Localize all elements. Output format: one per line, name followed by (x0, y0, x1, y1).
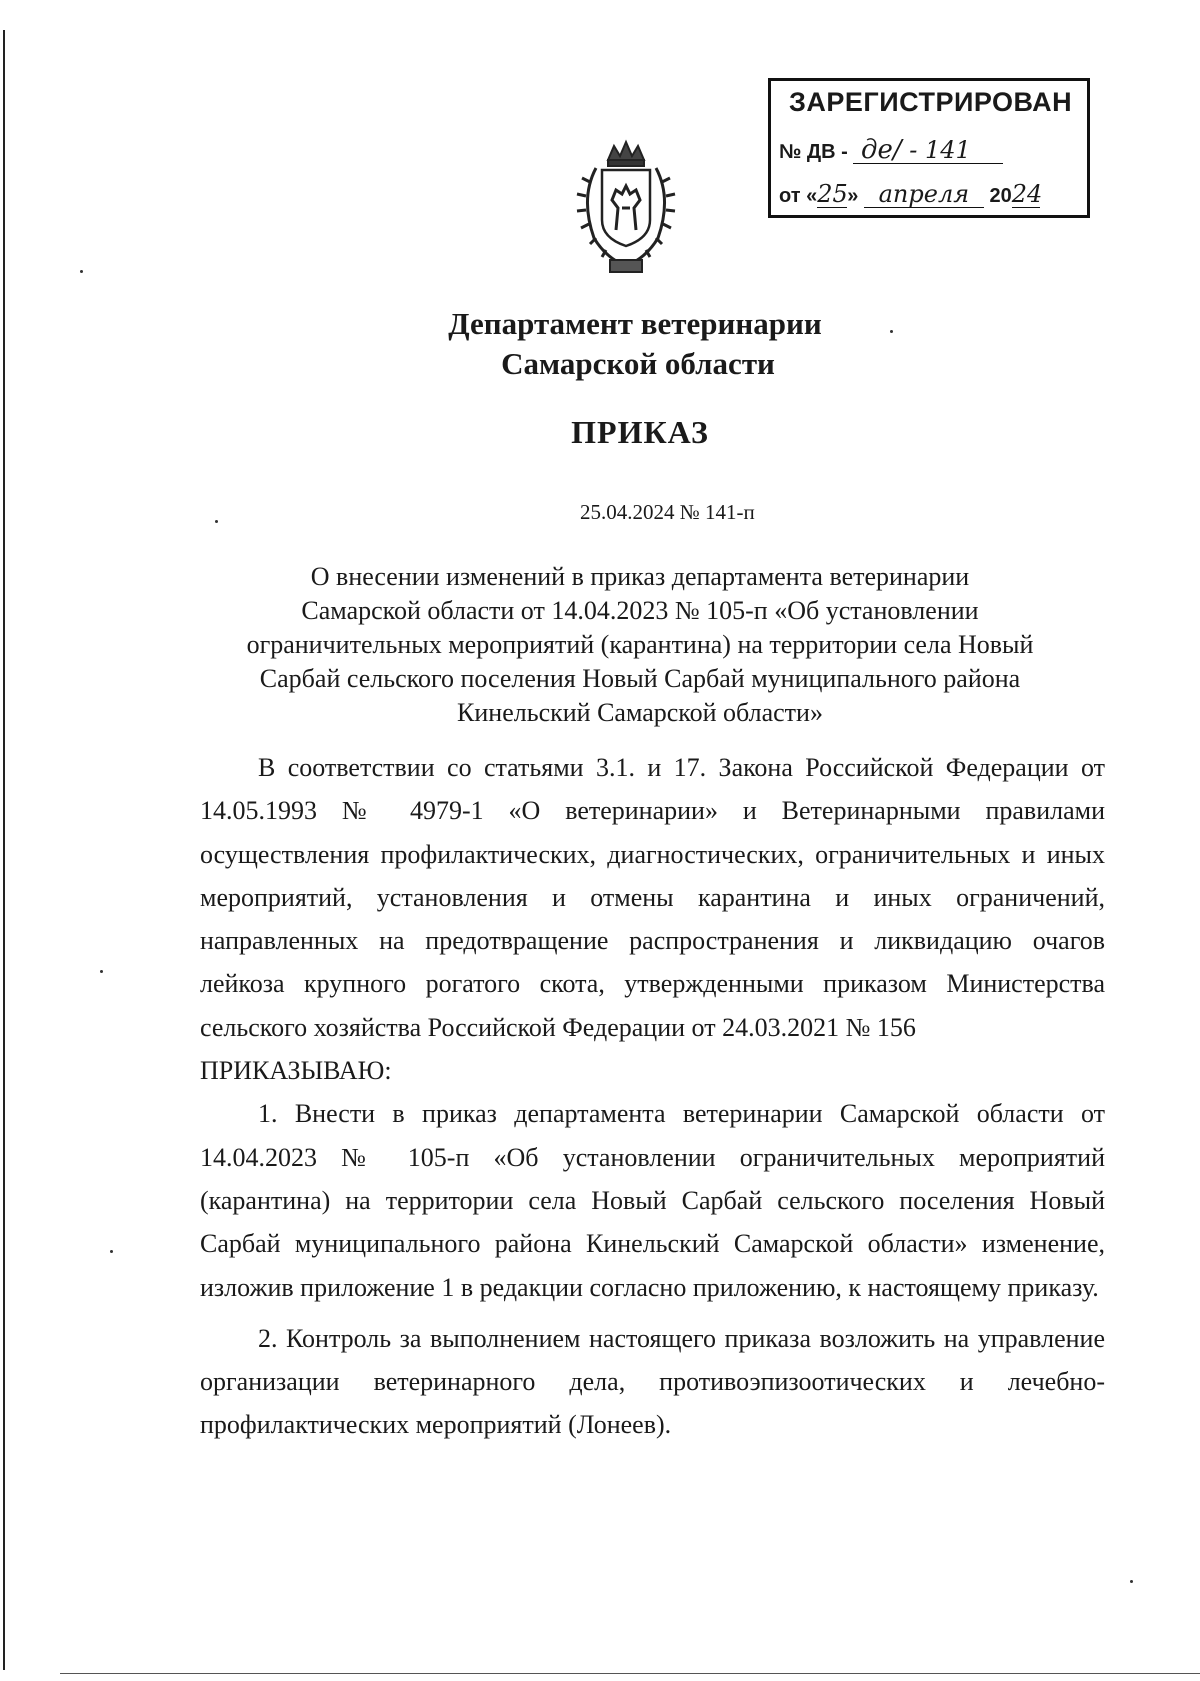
scan-speck (100, 970, 103, 973)
preamble-paragraph: В соответствии со статьями 3.1. и 17. Закона Российской Федерации от 14.05.1993 № 4979-1 «О ветеринарии» и Ветеринарными правилами осуществления профилактических, диагностических, ограничительных и иных мероприятий, установления и отмены карантина и иных ограничений, направленных на предотвращение распространения и ликвидацию очагов лейкоза крупного рогатого скота, утвержденными приказом Министерства сельского хозяйства Российской Федерации от 24.03.2021 № 156 (200, 753, 1105, 1042)
scan-speck (215, 520, 218, 523)
subject-line: ограничительных мероприятий (карантина) на территории села Новый (246, 630, 1034, 659)
order-word: ПРИКАЗЫВАЮ: (200, 1056, 392, 1086)
document-date-number: 25.04.2024 № 141-п (580, 500, 755, 524)
subject-line: Кинельский Самарской области» (457, 698, 823, 727)
stamp-title: ЗАРЕГИСТРИРОВАН (789, 87, 1073, 117)
scan-edge-left (3, 30, 5, 1670)
stamp-date-year-prefix: 20 (989, 185, 1012, 207)
subject-line: О внесении изменений в приказ департамента ветеринарии (310, 562, 970, 591)
scan-speck (890, 330, 893, 333)
coat-of-arms-icon (566, 138, 686, 278)
org-name-line1: Департамент ветеринарии (448, 306, 822, 341)
scan-speck (1130, 1580, 1133, 1583)
scan-speck (110, 1250, 113, 1253)
stamp-number-prefix: № ДВ - (779, 141, 848, 163)
stamp-date-day: 25 (817, 180, 848, 208)
document-subject (220, 560, 1060, 730)
stamp-date-prefix: от « (779, 185, 818, 207)
order-item-2: 2. Контроль за выполнением настоящего приказа возложить на управление организации ветеринарного дела, противоэпизоотических и лечебно-профилактических мероприятий (Лонеев). (200, 1323, 1105, 1440)
subject-line: Самарской области от 14.04.2023 № 105-п «Об установлении (301, 596, 979, 625)
document-body (200, 746, 1105, 1447)
stamp-number-handwritten: де/ - 141 (853, 137, 1003, 164)
stamp-date-month: апреля (864, 181, 984, 208)
stamp-date-mid: » (847, 185, 859, 207)
registration-stamp (768, 78, 1090, 218)
order-item-1: 1. Внести в приказ департамента ветеринарии Самарской области от 14.04.2023 № 105-п «Об установлении ограничительных мероприятий (карантина) на территории села Новый Сарбай сельского поселения Новый Сарбай муниципального района Кинельский Самарской области» изменение, изложив приложение 1 в редакции согласно приложению, к настоящему приказу. (200, 1099, 1105, 1302)
org-name-line2: Самарской области (501, 346, 775, 381)
stamp-number-line (779, 137, 1003, 164)
subject-line: Сарбай сельского поселения Новый Сарбай муниципального района (259, 664, 1021, 693)
stamp-date-line (779, 180, 1043, 208)
stamp-date-year-suffix: 24 (1011, 180, 1043, 208)
document-type-title: ПРИКАЗ (571, 414, 709, 450)
scan-edge-bottom (60, 1673, 1200, 1674)
scan-speck (80, 270, 83, 273)
